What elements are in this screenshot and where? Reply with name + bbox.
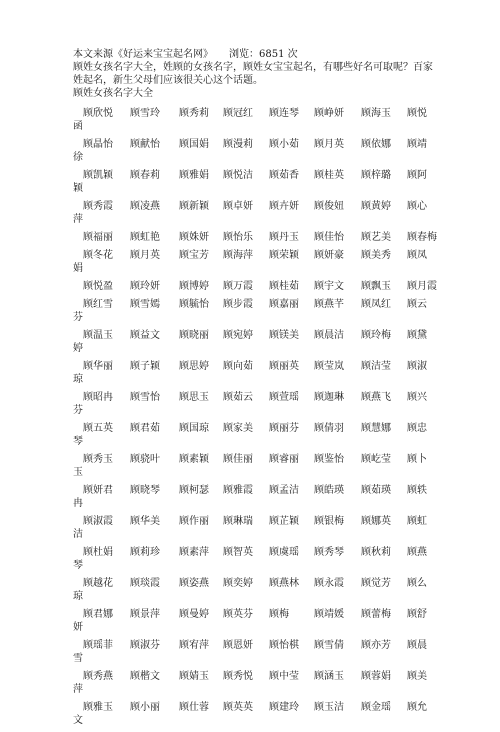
name-cell: 顾英英 — [223, 701, 253, 713]
name-cell: 顾秀燕 — [83, 670, 113, 682]
name-cell: 顾建玲 — [269, 701, 299, 713]
name-cell: 顾月英 — [130, 249, 160, 261]
name-cell: 顾国琼 — [179, 422, 209, 434]
name-cell: 顾秀莉 — [179, 108, 209, 119]
name-row — [73, 608, 433, 639]
wrapped-char: 萍 — [73, 214, 83, 225]
name-cell: 顾燕 — [407, 546, 427, 558]
name-cell: 顾子颖 — [130, 360, 160, 372]
name-cell: 顾茹香 — [269, 170, 299, 181]
name-cell: 顾向茹 — [223, 360, 253, 372]
name-cell: 顾宇文 — [314, 280, 344, 292]
name-cell: 顾洁莹 — [361, 360, 391, 372]
name-cell: 顾琰霞 — [130, 577, 160, 589]
name-cell: 顾昭冉 — [83, 391, 113, 403]
name-cell: 顾丽芬 — [269, 422, 299, 434]
name-cell: 顾凯颖 — [83, 170, 113, 181]
name-cell: 顾中莹 — [269, 670, 299, 682]
wrapped-char: 冉 — [73, 497, 83, 509]
name-cell: 顾么 — [407, 577, 427, 589]
name-cell: 顾迦琳 — [314, 391, 344, 403]
name-row — [73, 249, 433, 280]
name-cell: 顾靖媛 — [314, 608, 344, 620]
name-cell: 顾玉洁 — [314, 701, 344, 713]
name-cell: 顾漫莉 — [223, 139, 253, 150]
names-grid — [73, 107, 437, 732]
name-cell: 顾华丽 — [83, 360, 113, 372]
name-cell: 顾君娜 — [83, 608, 113, 620]
name-row — [73, 391, 433, 422]
name-cell: 顾雅玉 — [83, 701, 113, 713]
name-cell: 顾秋莉 — [361, 546, 391, 558]
name-cell: 顾婧玉 — [179, 670, 209, 682]
name-cell: 顾淑芬 — [130, 639, 160, 651]
name-cell: 顾楷文 — [130, 670, 160, 682]
name-cell: 顾卓妍 — [223, 201, 253, 212]
name-cell: 顾兴 — [407, 391, 427, 403]
name-cell: 顾雪嫣 — [130, 298, 160, 310]
name-cell: 顾雪怡 — [130, 391, 160, 403]
view-count: 浏览：6851 次 — [229, 49, 298, 60]
wrapped-char: 玉 — [73, 466, 83, 478]
source-line: 本文来源《好运来宝宝起名网》 — [73, 49, 213, 60]
name-cell: 顾素颖 — [179, 453, 209, 465]
name-cell: 顾宛婷 — [223, 329, 253, 341]
name-cell: 顾秀琴 — [314, 546, 344, 558]
intro-paragraph: 顾姓女孩名字大全，姓顾的女孩名字，顾姓女宝宝起名，有哪些好名可取呢？百家姓起名，新生父母们应该很关心这个话题。 — [73, 62, 433, 86]
name-row — [73, 231, 437, 249]
name-cell: 顾鉴怡 — [314, 453, 344, 465]
name-cell: 顾姝妍 — [179, 232, 209, 243]
wrapped-char: 雪 — [73, 652, 83, 664]
name-cell: 顾晓丽 — [179, 329, 209, 341]
name-cell: 顾依娜 — [361, 139, 391, 150]
name-cell: 顾五英 — [83, 422, 113, 434]
name-cell: 顾海萍 — [223, 249, 253, 261]
name-cell: 顾卜 — [407, 453, 427, 465]
name-cell: 顾雅娟 — [179, 170, 209, 181]
name-cell: 顾孟洁 — [269, 484, 299, 496]
name-cell: 顾舒 — [407, 608, 427, 620]
name-cell: 顾俊妞 — [314, 201, 344, 212]
name-cell: 顾黛 — [407, 329, 427, 341]
name-cell: 顾智英 — [223, 546, 253, 558]
name-cell: 顾奕婷 — [223, 577, 253, 589]
name-cell: 顾连琴 — [269, 108, 299, 119]
wrapped-char: 萍 — [73, 683, 83, 695]
name-cell: 顾亦芳 — [361, 639, 391, 651]
name-row — [73, 298, 433, 329]
name-cell: 顾涵玉 — [314, 670, 344, 682]
name-cell: 顾靖 — [407, 139, 427, 150]
name-cell: 顾美秀 — [361, 249, 391, 261]
name-cell: 顾芷颖 — [269, 515, 299, 527]
meta-row — [73, 48, 433, 61]
name-cell: 顾峥妍 — [314, 108, 344, 119]
name-cell: 顾黄婷 — [361, 201, 391, 212]
name-cell: 顾小丽 — [130, 701, 160, 713]
name-cell: 顾觉芳 — [361, 577, 391, 589]
name-cell: 顾华美 — [130, 515, 160, 527]
name-row — [73, 515, 433, 546]
name-cell: 顾红雪 — [83, 298, 113, 310]
name-cell: 顾骁叶 — [130, 453, 160, 465]
name-cell: 顾春莉 — [130, 170, 160, 181]
name-cell: 顾莉珍 — [130, 546, 160, 558]
name-row — [73, 701, 433, 732]
name-cell: 顾君茹 — [130, 422, 160, 434]
name-cell: 顾冬花 — [83, 249, 113, 261]
name-cell: 顾艺美 — [361, 232, 391, 243]
name-cell: 顾凤红 — [361, 298, 391, 310]
name-cell: 顾琳瑞 — [223, 515, 253, 527]
wrapped-char: 芬 — [73, 311, 83, 323]
name-cell: 顾金瑶 — [361, 701, 391, 713]
name-cell: 顾秀悦 — [223, 670, 253, 682]
name-cell: 顾慧娜 — [361, 422, 391, 434]
wrapped-char: 颖 — [73, 183, 83, 194]
name-cell: 顾倩羽 — [314, 422, 344, 434]
name-cell: 顾嘉丽 — [269, 298, 299, 310]
name-cell: 顾荣颖 — [269, 249, 299, 261]
name-cell: 顾越花 — [83, 577, 113, 589]
name-cell: 顾燕林 — [269, 577, 299, 589]
name-row — [73, 360, 433, 391]
name-cell: 顾晨 — [407, 639, 427, 651]
name-cell: 顾卉妍 — [269, 201, 299, 212]
name-cell: 顾妍豪 — [314, 249, 344, 261]
name-cell: 顾英芬 — [223, 608, 253, 620]
name-row — [73, 329, 433, 360]
name-cell: 顾轶 — [407, 484, 427, 496]
name-cell: 顾燕飞 — [361, 391, 391, 403]
name-cell: 顾云 — [407, 298, 427, 310]
name-cell: 顾桂英 — [314, 170, 344, 181]
name-cell: 顾永霞 — [314, 577, 344, 589]
name-cell: 顾悦洁 — [223, 170, 253, 181]
name-cell: 顾睿丽 — [269, 453, 299, 465]
name-cell: 顾毓怡 — [179, 298, 209, 310]
name-cell: 顾新颖 — [179, 201, 209, 212]
name-cell: 顾雅霞 — [223, 484, 253, 496]
name-cell: 顾丽英 — [269, 360, 299, 372]
name-cell: 顾雪倩 — [314, 639, 344, 651]
name-cell: 顾雪玲 — [130, 108, 160, 119]
name-cell: 顾姿燕 — [179, 577, 209, 589]
name-cell: 顾秀霞 — [83, 201, 113, 212]
name-cell: 顾小茹 — [269, 139, 299, 150]
wrapped-char: 洁 — [73, 528, 83, 540]
name-cell: 顾心 — [407, 201, 427, 212]
name-cell: 顾桂茹 — [269, 280, 299, 292]
name-cell: 顾素萍 — [179, 546, 209, 558]
name-cell: 顾凤 — [407, 249, 427, 261]
article-header — [73, 48, 433, 100]
name-row — [73, 546, 433, 577]
name-cell: 顾萱瑶 — [269, 391, 299, 403]
name-cell: 顾海玉 — [361, 108, 391, 119]
name-cell: 顾福丽 — [83, 232, 113, 243]
name-row — [73, 484, 433, 515]
name-cell: 顾凌燕 — [130, 201, 160, 212]
name-cell: 顾献怡 — [130, 139, 160, 150]
wrapped-char: 琼 — [73, 590, 83, 602]
name-cell: 顾银梅 — [314, 515, 344, 527]
wrapped-char: 琴 — [73, 559, 83, 571]
section-title: 顾姓女孩名字大全 — [73, 88, 153, 99]
name-cell: 顾燕芊 — [314, 298, 344, 310]
name-cell: 顾淑 — [407, 360, 427, 372]
name-cell: 顾柯瑟 — [179, 484, 209, 496]
name-cell: 顾皓瑛 — [314, 484, 344, 496]
name-cell: 顾佳怡 — [314, 232, 344, 243]
name-cell: 顾益文 — [130, 329, 160, 341]
name-cell: 顾悦 — [407, 108, 427, 119]
name-cell: 顾晨洁 — [314, 329, 344, 341]
name-row — [73, 453, 433, 484]
name-row — [73, 280, 437, 298]
wrapped-char: 函 — [73, 121, 83, 132]
name-row — [73, 639, 433, 670]
wrapped-char: 娟 — [73, 262, 83, 274]
name-cell: 顾虞瑶 — [269, 546, 299, 558]
name-cell: 顾茹瑛 — [361, 484, 391, 496]
name-cell: 顾娜英 — [361, 515, 391, 527]
name-cell: 顾冠红 — [223, 108, 253, 119]
name-row — [73, 422, 433, 453]
name-cell: 顾恩妍 — [223, 639, 253, 651]
name-cell: 顾莹岚 — [314, 360, 344, 372]
name-cell: 顾国娟 — [179, 139, 209, 150]
name-cell: 顾悦盈 — [83, 280, 113, 292]
name-cell: 顾步霞 — [223, 298, 253, 310]
name-cell: 顾杜娟 — [83, 546, 113, 558]
wrapped-char: 文 — [73, 714, 83, 726]
name-cell: 顾佳丽 — [223, 453, 253, 465]
name-cell: 顾允 — [407, 701, 427, 713]
wrapped-char: 妍 — [73, 621, 83, 633]
name-cell: 顾秀玉 — [83, 453, 113, 465]
name-cell: 顾家美 — [223, 422, 253, 434]
name-cell: 顾瑶菲 — [83, 639, 113, 651]
name-row — [73, 670, 433, 701]
wrapped-char: 琼 — [73, 373, 83, 385]
name-cell: 顾思玉 — [179, 391, 209, 403]
name-cell: 顾虹艳 — [130, 232, 160, 243]
name-cell: 顾丹玉 — [269, 232, 299, 243]
name-cell: 顾虹 — [407, 515, 427, 527]
name-cell: 顾月英 — [314, 139, 344, 150]
name-cell: 顾博婷 — [179, 280, 209, 292]
name-cell: 顾飘玉 — [361, 280, 391, 292]
wrapped-char: 徐 — [73, 152, 83, 163]
name-cell: 顾月霞 — [407, 280, 437, 292]
name-row — [73, 169, 433, 200]
name-cell: 顾蕾梅 — [361, 608, 391, 620]
name-cell: 顾作丽 — [179, 515, 209, 527]
wrapped-char: 琴 — [73, 435, 83, 447]
name-cell: 顾景萍 — [130, 608, 160, 620]
name-cell: 顾思婷 — [179, 360, 209, 372]
name-cell: 顾仕蓉 — [179, 701, 209, 713]
name-cell: 顾温玉 — [83, 329, 113, 341]
wrapped-char: 婷 — [73, 342, 83, 354]
wrapped-char: 芬 — [73, 404, 83, 416]
name-row — [73, 577, 433, 608]
name-cell: 顾春梅 — [407, 232, 437, 243]
name-cell: 顾晶怡 — [83, 139, 113, 150]
name-cell: 顾镁美 — [269, 329, 299, 341]
name-cell: 顾妍君 — [83, 484, 113, 496]
name-cell: 顾玲梅 — [361, 329, 391, 341]
name-cell: 顾怡乐 — [223, 232, 253, 243]
name-cell: 顾茹云 — [223, 391, 253, 403]
name-cell: 顾晓琴 — [130, 484, 160, 496]
name-cell: 顾梅 — [269, 608, 289, 620]
name-row — [73, 138, 433, 169]
name-cell: 顾屹莹 — [361, 453, 391, 465]
name-cell: 顾宝芳 — [179, 249, 209, 261]
name-cell: 顾梓璐 — [361, 170, 391, 181]
name-cell: 顾淑霞 — [83, 515, 113, 527]
name-cell: 顾欣悦 — [83, 108, 113, 119]
name-row — [73, 200, 433, 231]
name-cell: 顾阿 — [407, 170, 427, 181]
name-cell: 顾蓉娟 — [361, 670, 391, 682]
name-cell: 顾忠 — [407, 422, 427, 434]
name-cell: 顾宥萍 — [179, 639, 209, 651]
name-cell: 顾美 — [407, 670, 427, 682]
name-cell: 顾曼婷 — [179, 608, 209, 620]
name-row — [73, 107, 433, 138]
name-cell: 顾万霞 — [223, 280, 253, 292]
name-cell: 顾玲妍 — [130, 280, 160, 292]
name-cell: 顾怡棋 — [269, 639, 299, 651]
